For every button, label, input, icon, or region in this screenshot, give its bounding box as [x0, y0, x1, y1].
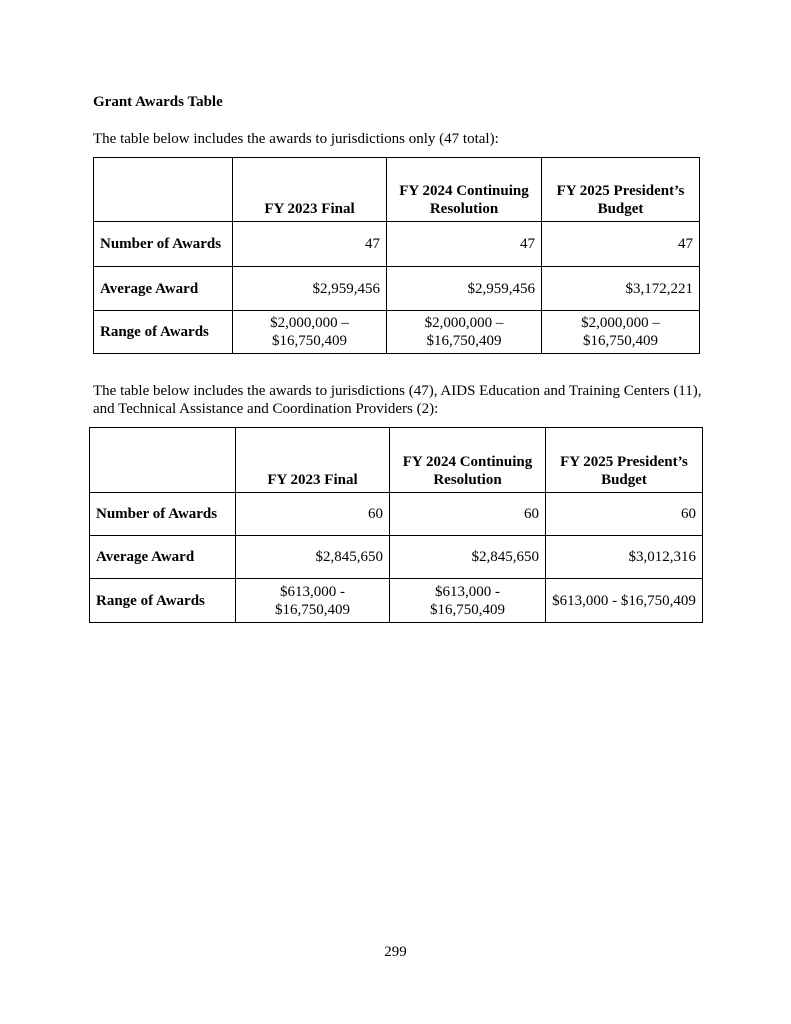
cell-value: $2,000,000 – $16,750,409 — [542, 311, 700, 354]
cell-value: 60 — [236, 493, 390, 536]
header-fy2025: FY 2025 President’s Budget — [546, 428, 703, 493]
cell-value: 47 — [387, 222, 542, 267]
cell-value: 47 — [542, 222, 700, 267]
header-fy2025: FY 2025 President’s Budget — [542, 158, 700, 222]
section-heading: Grant Awards Table — [93, 94, 223, 110]
cell-value: $613,000 - $16,750,409 — [236, 579, 390, 623]
header-fy2024: FY 2024 Continuing Resolution — [390, 428, 546, 493]
table-row — [90, 493, 703, 536]
cell-value: $3,172,221 — [542, 267, 700, 311]
awards-table-jurisdictions — [93, 157, 700, 354]
table-row — [90, 579, 703, 623]
cell-value: $2,000,000 – $16,750,409 — [233, 311, 387, 354]
header-fy2023: FY 2023 Final — [233, 158, 387, 222]
table-row — [94, 222, 700, 267]
cell-value: $2,845,650 — [236, 536, 390, 579]
cell-value: $2,000,000 – $16,750,409 — [387, 311, 542, 354]
table2-intro: The table below includes the awards to jurisdictions (47), AIDS Education and Training Centers (11), and Technical Assistance and Coordination Providers (2): — [93, 383, 702, 417]
table-header-row — [94, 158, 700, 222]
header-cell-empty — [94, 158, 233, 222]
table1-intro: The table below includes the awards to jurisdictions only (47 total): — [93, 131, 499, 147]
header-fy2024: FY 2024 Continuing Resolution — [387, 158, 542, 222]
header-fy2023: FY 2023 Final — [236, 428, 390, 493]
row-label: Average Award — [90, 536, 236, 579]
header-cell-empty — [90, 428, 236, 493]
row-label: Range of Awards — [94, 311, 233, 354]
row-label: Range of Awards — [90, 579, 236, 623]
table-row — [94, 311, 700, 354]
cell-value: 60 — [390, 493, 546, 536]
table-row — [90, 536, 703, 579]
table-header-row — [90, 428, 703, 493]
cell-value: $3,012,316 — [546, 536, 703, 579]
cell-value: $613,000 - $16,750,409 — [390, 579, 546, 623]
cell-value: $2,959,456 — [233, 267, 387, 311]
cell-value: $613,000 - $16,750,409 — [546, 579, 703, 623]
cell-value: 60 — [546, 493, 703, 536]
row-label: Number of Awards — [94, 222, 233, 267]
cell-value: 47 — [233, 222, 387, 267]
cell-value: $2,845,650 — [390, 536, 546, 579]
page-number: 299 — [384, 944, 407, 960]
table-row — [94, 267, 700, 311]
awards-table-all-recipients — [89, 427, 703, 623]
row-label: Number of Awards — [90, 493, 236, 536]
row-label: Average Award — [94, 267, 233, 311]
cell-value: $2,959,456 — [387, 267, 542, 311]
